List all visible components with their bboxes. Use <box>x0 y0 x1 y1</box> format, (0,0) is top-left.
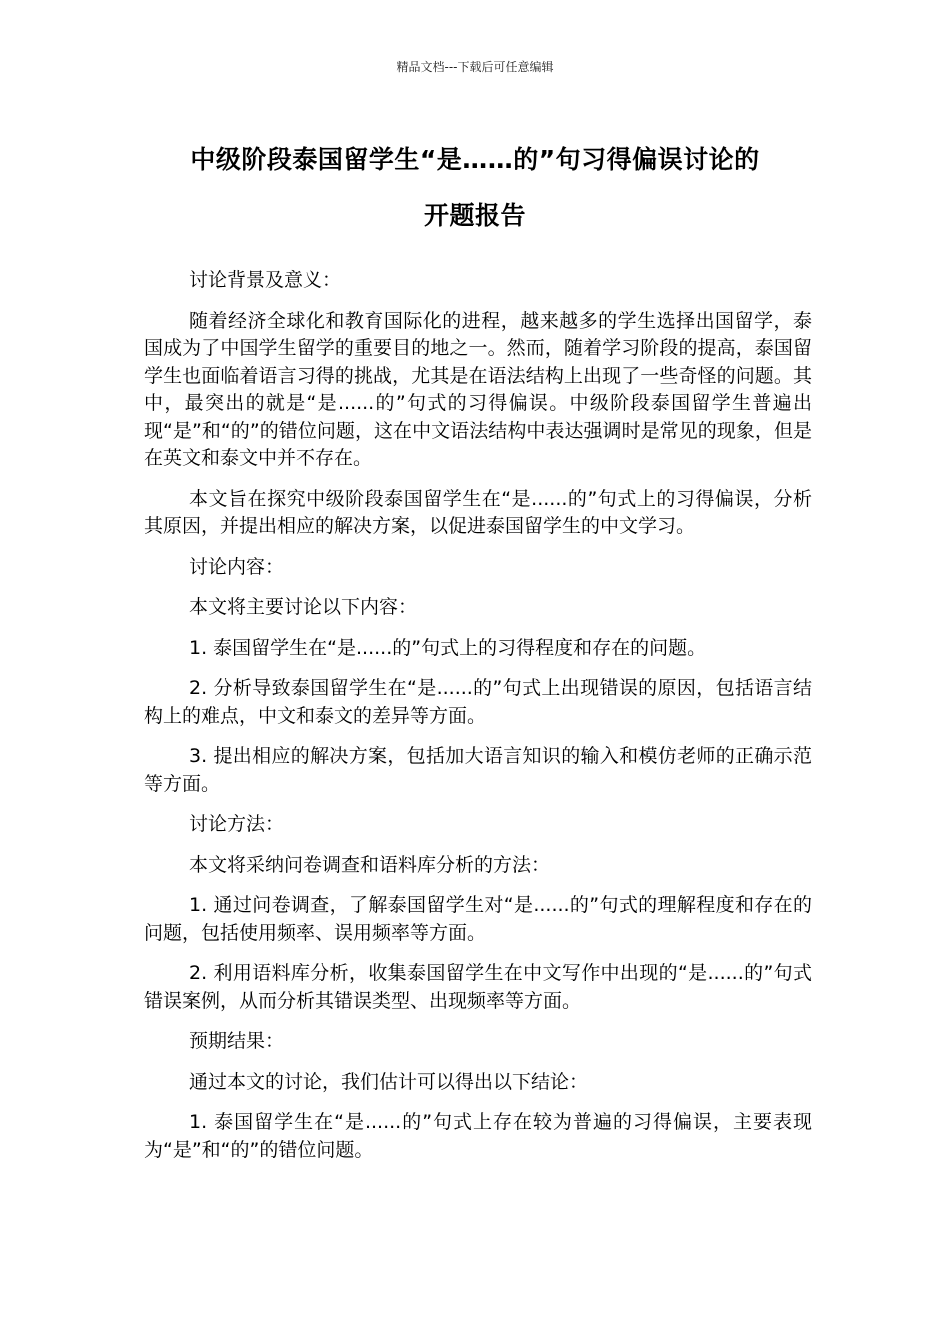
list-item-content-3: 3. 提出相应的解决方案，包括加大语言知识的输入和模仿老师的正确示范等方面。 <box>144 745 812 795</box>
list-item-content-1: 1. 泰国留学生在“是......的”句式上的习得程度和存在的问题。 <box>189 636 707 659</box>
paragraph-content-intro: 本文将主要讨论以下内容： <box>189 596 418 618</box>
paragraph-background: 随着经济全球化和教育国际化的进程，越来越多的学生选择出国留学，泰国成为了中国学生留学的重要目的地之一。然而，随着学习阶段的提高，泰国留学生也面临着语言习得的挑战，尤其是在语法结构上出现了一些奇怪的问题。其中，最突出的就是“是......的”句式的习得偏误。中级阶段泰国留学生普遍出现“是”和“的”的错位问题，这在中文语法结构中表达强调时是常见的现象，但是在英文和泰文中并不存在。 <box>144 309 812 469</box>
paragraph-results-intro: 通过本文的讨论，我们估计可以得出以下结论： <box>189 1070 589 1093</box>
section-heading-results: 预期结果： <box>189 1030 285 1052</box>
page-header: 精品文档---下载后可任意编辑 <box>396 60 554 74</box>
list-item-results-1: 1. 泰国留学生在“是......的”句式上存在较为普遍的习得偏误，主要表现为“是”和“的”的错位问题。 <box>144 1111 812 1161</box>
title-line-2: 开题报告 <box>423 201 526 230</box>
section-heading-method: 讨论方法： <box>189 813 285 835</box>
list-item-content-2: 2. 分析导致泰国留学生在“是......的”句式上出现错误的原因，包括语言结构上的难点，中文和泰文的差异等方面。 <box>144 677 812 727</box>
document-body <box>144 267 812 1177</box>
paragraph-purpose: 本文旨在探究中级阶段泰国留学生在“是......的”句式上的习得偏误，分析其原因，并提出相应的解决方案，以促进泰国留学生的中文学习。 <box>144 487 812 537</box>
list-item-method-2: 2. 利用语料库分析，收集泰国留学生在中文写作中出现的“是......的”句式错误案例，从而分析其错误类型、出现频率等方面。 <box>144 962 812 1012</box>
document-title <box>120 132 830 244</box>
section-heading-background: 讨论背景及意义： <box>189 269 342 291</box>
paragraph-method-intro: 本文将采纳问卷调查和语料库分析的方法： <box>189 853 551 876</box>
title-line-1: 中级阶段泰国留学生“是……的”句习得偏误讨论的 <box>190 145 760 174</box>
list-item-method-1: 1. 通过问卷调查，了解泰国留学生对“是......的”句式的理解程度和存在的问题，包括使用频率、误用频率等方面。 <box>144 894 812 944</box>
section-heading-content: 讨论内容： <box>189 555 285 578</box>
